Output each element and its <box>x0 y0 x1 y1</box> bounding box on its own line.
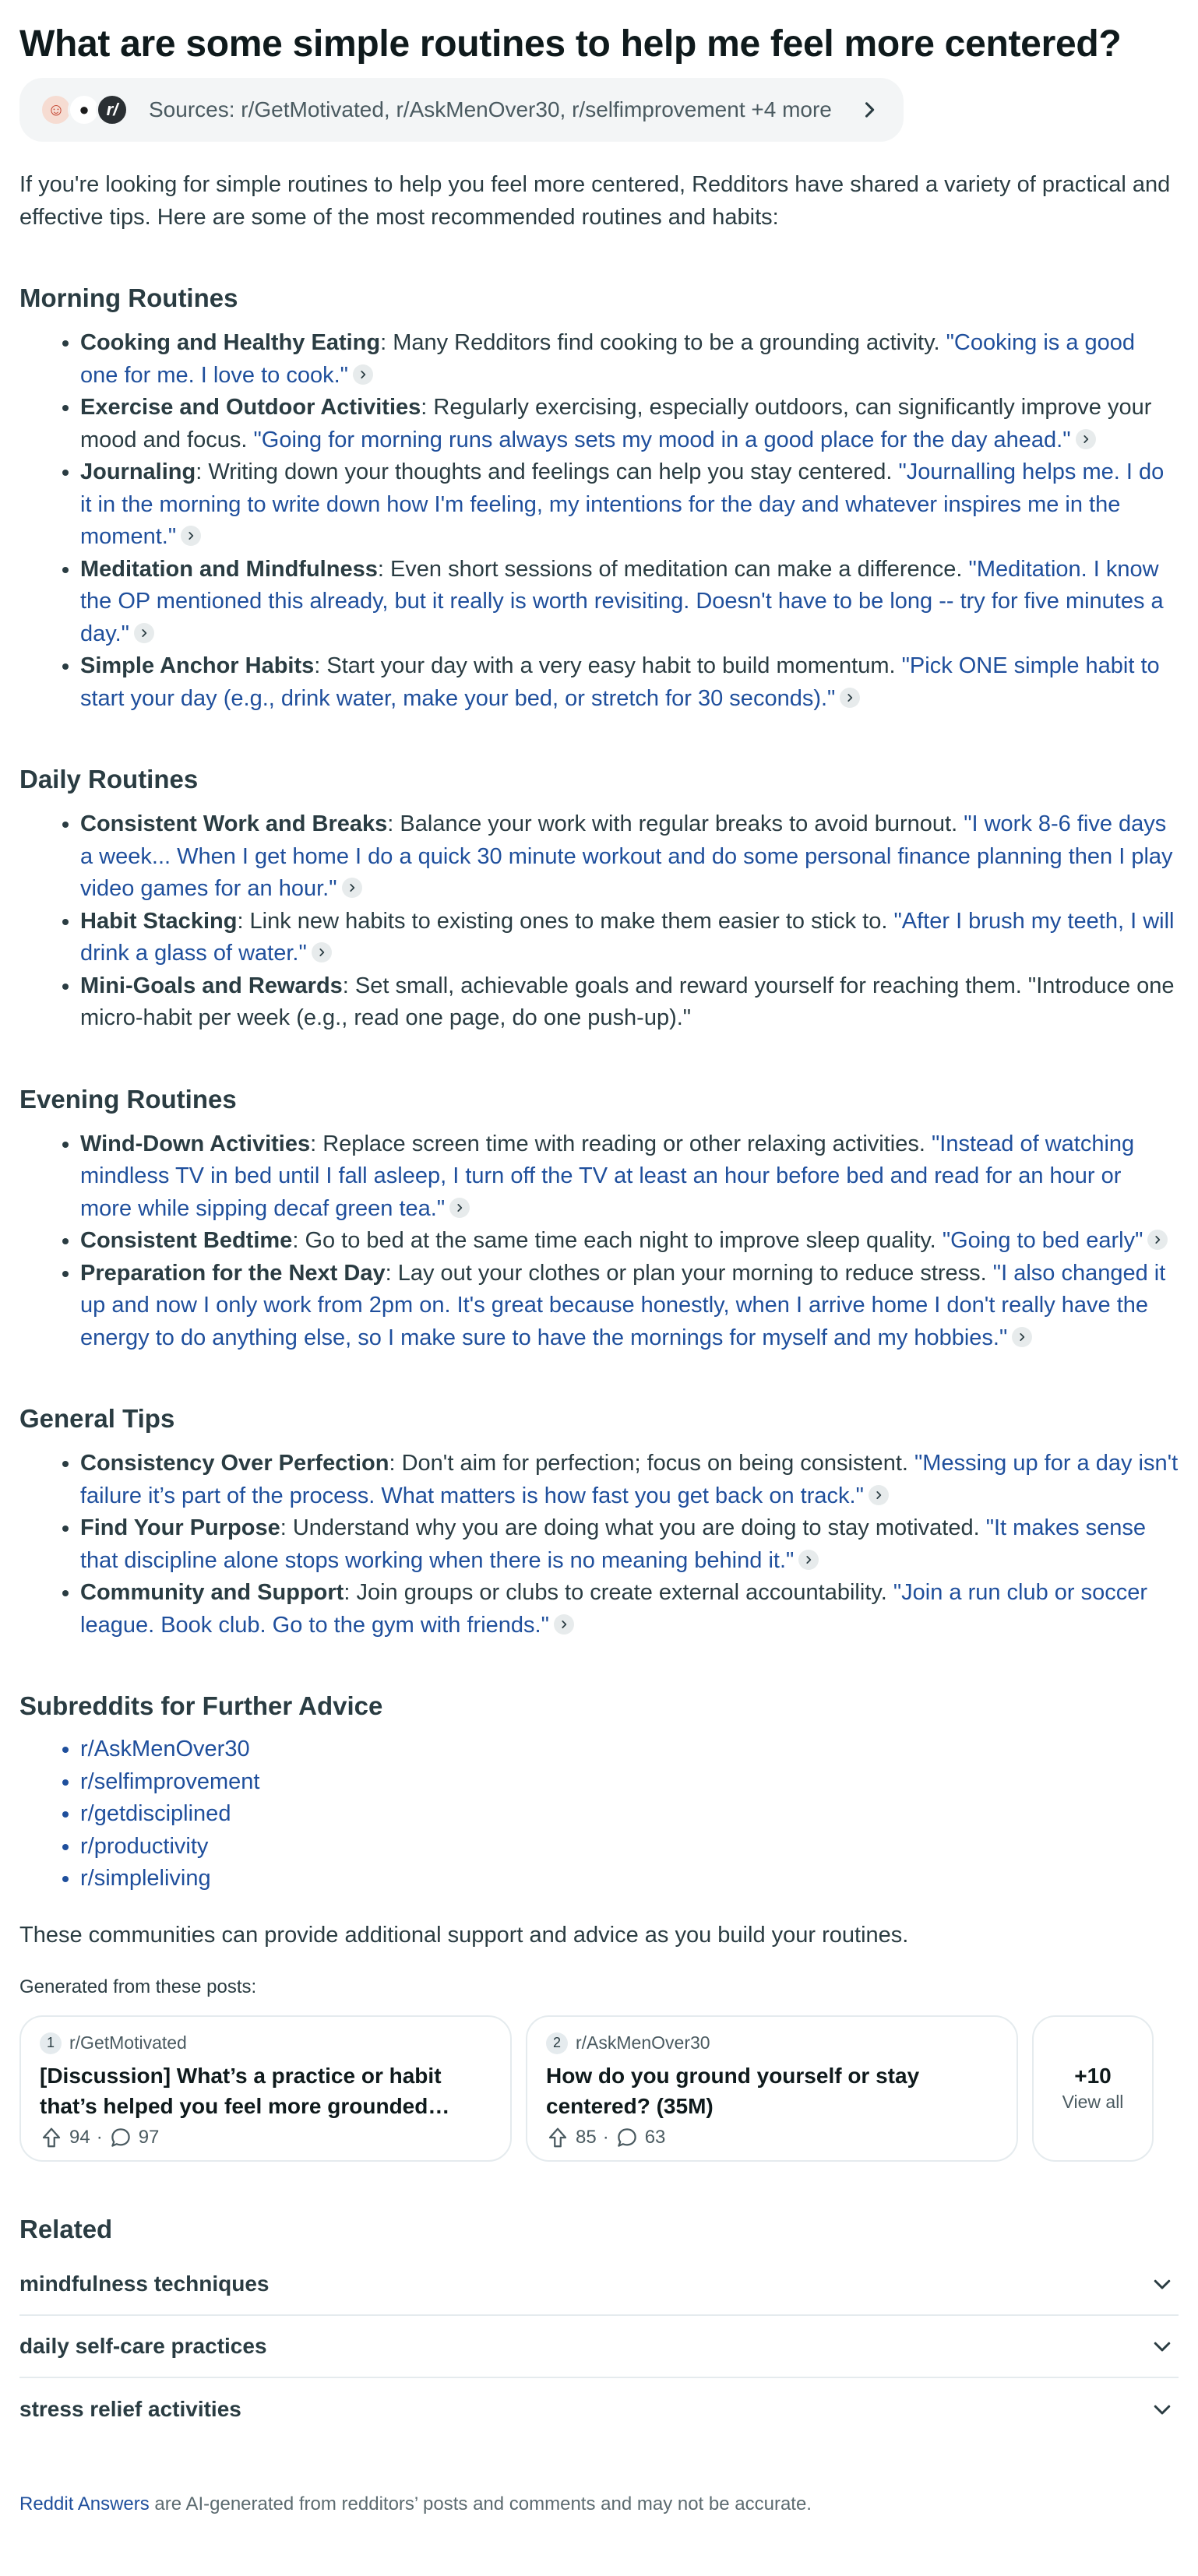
citation-chevron-icon[interactable] <box>869 1485 889 1505</box>
upvote-count: 85 <box>576 2126 597 2148</box>
citation-chevron-icon[interactable] <box>312 942 332 962</box>
routine-list <box>19 1448 1179 1642</box>
routine-description: : Regularly exercising, especially outdoors, can significantly improve your mood and focus. <box>80 395 1152 452</box>
chevron-down-icon[interactable] <box>1150 2335 1174 2358</box>
citation-chevron-icon[interactable] <box>181 526 201 546</box>
separator-dot: · <box>602 2126 609 2148</box>
view-all-card[interactable] <box>1032 2015 1154 2162</box>
redditor-quote[interactable]: "Meditation. I know the OP mentioned this already, but it really is worth revisiting. Doesn't have to be long -- try for five minutes a day." <box>80 556 1164 646</box>
routine-item <box>80 392 1179 456</box>
redditor-quote[interactable]: "Pick ONE simple habit to start your day (e.g., drink water, make your bed, or stretch for 30 seconds)." <box>80 653 1160 711</box>
separator-dot: · <box>96 2126 103 2148</box>
redditor-quote[interactable]: "Instead of watching mindless TV in bed until I fall asleep, I turn off the TV at least an hour before bed and read for an hour or more while sipping decaf green tea." <box>80 1131 1135 1221</box>
comment-count: 97 <box>138 2126 160 2148</box>
subreddit-link[interactable]: • r/selfimprovement <box>80 1766 1179 1799</box>
source-avatars <box>40 93 124 126</box>
routine-item <box>80 1577 1179 1642</box>
routine-description: : Go to bed at the same time each night to improve sleep quality. <box>292 1228 943 1253</box>
related-list <box>19 2254 1179 2441</box>
related-query[interactable] <box>19 2378 1179 2441</box>
routine-name: Habit Stacking <box>80 908 238 934</box>
redditor-quote[interactable]: "I work 8-6 five days a week... When I get home I do a quick 30 minute workout and do some personal finance planning then I play video games for an hour." <box>80 811 1173 901</box>
redditor-quote[interactable]: "I also changed it up and now I only work from 2pm on. It's great because honestly, when I arrive home I don't really have the energy to do anything else, so I make sure to have the mornings for myself and my hobbies." <box>80 1260 1166 1350</box>
related-query-label: daily self-care practices <box>19 2333 267 2358</box>
redditor-quote[interactable]: "Messing up for a day isn't failure it’s part of the process. What matters is how fast you get back on track." <box>80 1451 1179 1508</box>
r-logo-icon: r/ <box>96 93 129 126</box>
post-index: 2 <box>546 2032 568 2054</box>
intro-paragraph: If you're looking for simple routines to help you feel more centered, Redditors have shared a variety of practical and effective tips. Here are some of the most recommended routines and habits: <box>19 172 1171 230</box>
citation-chevron-icon[interactable] <box>798 1550 819 1570</box>
chevron-right-icon <box>858 99 880 121</box>
upvote-icon[interactable] <box>40 2126 63 2149</box>
routine-name: Journaling <box>80 459 196 484</box>
source-post-card[interactable] <box>526 2015 1018 2162</box>
post-title: How do you ground yourself or stay centered? (35M) <box>546 2063 920 2118</box>
redditor-quote[interactable]: "After I brush my teeth, I will drink a glass of water." <box>80 908 1175 966</box>
citation-chevron-icon[interactable] <box>449 1198 470 1218</box>
section-heading: Evening Routines <box>19 1084 237 1114</box>
citation-chevron-icon[interactable] <box>840 688 860 708</box>
section-heading: Morning Routines <box>19 283 238 312</box>
routine-item <box>80 1128 1179 1226</box>
generated-from-label: Generated from these posts: <box>19 1976 257 1997</box>
chevron-down-icon[interactable] <box>1150 2272 1174 2296</box>
subreddit-link[interactable]: • r/productivity <box>80 1831 1179 1863</box>
routine-description: : Join groups or clubs to create external accountability. <box>344 1580 893 1605</box>
routine-item <box>80 1512 1179 1577</box>
citation-chevron-icon[interactable] <box>1012 1327 1032 1347</box>
citation-chevron-icon[interactable] <box>353 364 373 385</box>
routine-description: : Balance your work with regular breaks to avoid burnout. <box>387 811 964 836</box>
upvote-count: 94 <box>69 2126 90 2148</box>
redditor-quote[interactable]: "Join a run club or soccer league. Book club. Go to the gym with friends." <box>80 1580 1148 1638</box>
closing-paragraph: These communities can provide additional support and advice as you build your routines. <box>19 1922 909 1948</box>
routine-item <box>80 327 1179 392</box>
citation-chevron-icon[interactable] <box>554 1614 574 1635</box>
reddit-answers-link[interactable]: Reddit Answers <box>19 2493 150 2514</box>
routine-item <box>80 906 1179 970</box>
routine-name: Find Your Purpose <box>80 1515 280 1540</box>
redditor-quote[interactable]: "Journalling helps me. I do it in the morning to write down how I'm feeling, my intentions for the day and whatever inspires me in the moment." <box>80 459 1165 549</box>
routine-item <box>80 970 1179 1035</box>
routine-name: Exercise and Outdoor Activities <box>80 395 421 420</box>
routine-item <box>80 808 1179 906</box>
related-query-label: stress relief activities <box>19 2396 241 2421</box>
redditor-quote[interactable]: "Going for morning runs always sets my mood in a good place for the day ahead." <box>253 427 1071 452</box>
routine-name: Consistent Bedtime <box>80 1228 293 1253</box>
routine-item <box>80 554 1179 651</box>
related-query[interactable] <box>19 2316 1179 2378</box>
routine-item <box>80 1448 1179 1512</box>
routine-description: : Set small, achievable goals and reward yourself for reaching them. "Introduce one micro-habit per week (e.g., read one page, do one push-up)." <box>80 973 1175 1030</box>
redditor-quote[interactable]: "Cooking is a good one for me. I love to cook." <box>80 330 1136 388</box>
subreddit-list <box>19 1733 1179 1895</box>
routine-name: Cooking and Healthy Eating <box>80 330 381 355</box>
routine-description: : Don't aim for perfection; focus on being consistent. <box>389 1451 914 1476</box>
post-stats <box>546 2126 998 2149</box>
related-query[interactable] <box>19 2254 1179 2316</box>
routine-name: Meditation and Mindfulness <box>80 556 378 582</box>
comment-icon <box>615 2126 639 2149</box>
routine-item <box>80 650 1179 715</box>
routine-description: : Even short sessions of meditation can make a difference. <box>377 556 969 582</box>
reddit-avatar-dark-icon: ● <box>68 93 100 126</box>
routine-description: : Writing down your thoughts and feelings can help you stay centered. <box>196 459 899 484</box>
citation-chevron-icon[interactable] <box>134 623 154 643</box>
redditor-quote[interactable]: "Going to bed early" <box>942 1228 1143 1253</box>
subreddit-link[interactable]: • r/simpleliving <box>80 1863 1179 1895</box>
comment-icon <box>109 2126 132 2149</box>
routine-name: Community and Support <box>80 1580 344 1605</box>
subreddit-link[interactable]: • r/AskMenOver30 <box>80 1733 1179 1766</box>
citation-chevron-icon[interactable] <box>1076 429 1096 449</box>
post-title: [Discussion] What’s a practice or habit that’s helped you feel more grounded <box>40 2063 442 2118</box>
routine-sections <box>19 282 1179 1642</box>
citation-chevron-icon[interactable] <box>1147 1230 1168 1250</box>
more-count: +10 <box>1074 2064 1112 2088</box>
subreddit-link[interactable]: • r/getdisciplined <box>80 1798 1179 1831</box>
routine-description: : Lay out your clothes or plan your morning to reduce stress. <box>385 1260 993 1286</box>
post-subreddit: r/GetMotivated <box>69 2032 187 2053</box>
routine-name: Simple Anchor Habits <box>80 653 315 678</box>
routine-description: : Understand why you are doing what you are doing to stay motivated. <box>280 1515 986 1540</box>
source-post-card[interactable] <box>19 2015 512 2162</box>
post-subreddit: r/AskMenOver30 <box>576 2032 710 2053</box>
redditor-quote[interactable]: "It makes sense that discipline alone stops working when there is no meaning behind it." <box>80 1515 1147 1573</box>
source-post-cards <box>19 2015 1179 2162</box>
routine-name: Preparation for the Next Day <box>80 1260 386 1286</box>
reddit-avatar-icon: ☺ <box>40 93 72 126</box>
chevron-down-icon[interactable] <box>1150 2398 1174 2421</box>
citation-chevron-icon[interactable] <box>342 878 362 898</box>
routine-list <box>19 327 1179 715</box>
page-title: What are some simple routines to help me feel more centered? <box>19 23 1122 65</box>
sources-text: Sources: r/GetMotivated, r/AskMenOver30, r/selfimprovement +4 more <box>149 97 832 121</box>
section-heading: General Tips <box>19 1404 175 1433</box>
routine-name: Consistency Over Perfection <box>80 1451 389 1476</box>
routine-item <box>80 1225 1179 1258</box>
post-header <box>40 2032 492 2054</box>
routine-name: Consistent Work and Breaks <box>80 811 388 836</box>
section-heading: Daily Routines <box>19 765 199 794</box>
routine-name: Mini-Goals and Rewards <box>80 973 343 998</box>
footer-text: are AI-generated from redditors’ posts and comments and may not be accurate. <box>149 2493 812 2514</box>
sources-chip[interactable] <box>19 78 904 142</box>
post-header <box>546 2032 998 2054</box>
post-index: 1 <box>40 2032 62 2054</box>
related-query-label: mindfulness techniques <box>19 2271 270 2296</box>
footer-disclaimer <box>19 2493 1179 2515</box>
view-all-label: View all <box>1062 2092 1124 2112</box>
subreddits-heading: Subreddits for Further Advice <box>19 1691 383 1720</box>
comment-count: 63 <box>644 2126 666 2148</box>
routine-description: : Many Redditors find cooking to be a grounding activity. <box>380 330 946 355</box>
routine-item <box>80 456 1179 554</box>
routine-item <box>80 1258 1179 1355</box>
related-heading: Related <box>19 2214 113 2243</box>
routine-name: Wind-Down Activities <box>80 1131 311 1156</box>
routine-list <box>19 808 1179 1035</box>
routine-description: : Link new habits to existing ones to make them easier to stick to. <box>237 908 894 934</box>
routine-list <box>19 1128 1179 1355</box>
upvote-icon[interactable] <box>546 2126 569 2149</box>
routine-description: : Start your day with a very easy habit to build momentum. <box>314 653 902 678</box>
post-stats <box>40 2126 492 2149</box>
routine-description: : Replace screen time with reading or other relaxing activities. <box>310 1131 932 1156</box>
